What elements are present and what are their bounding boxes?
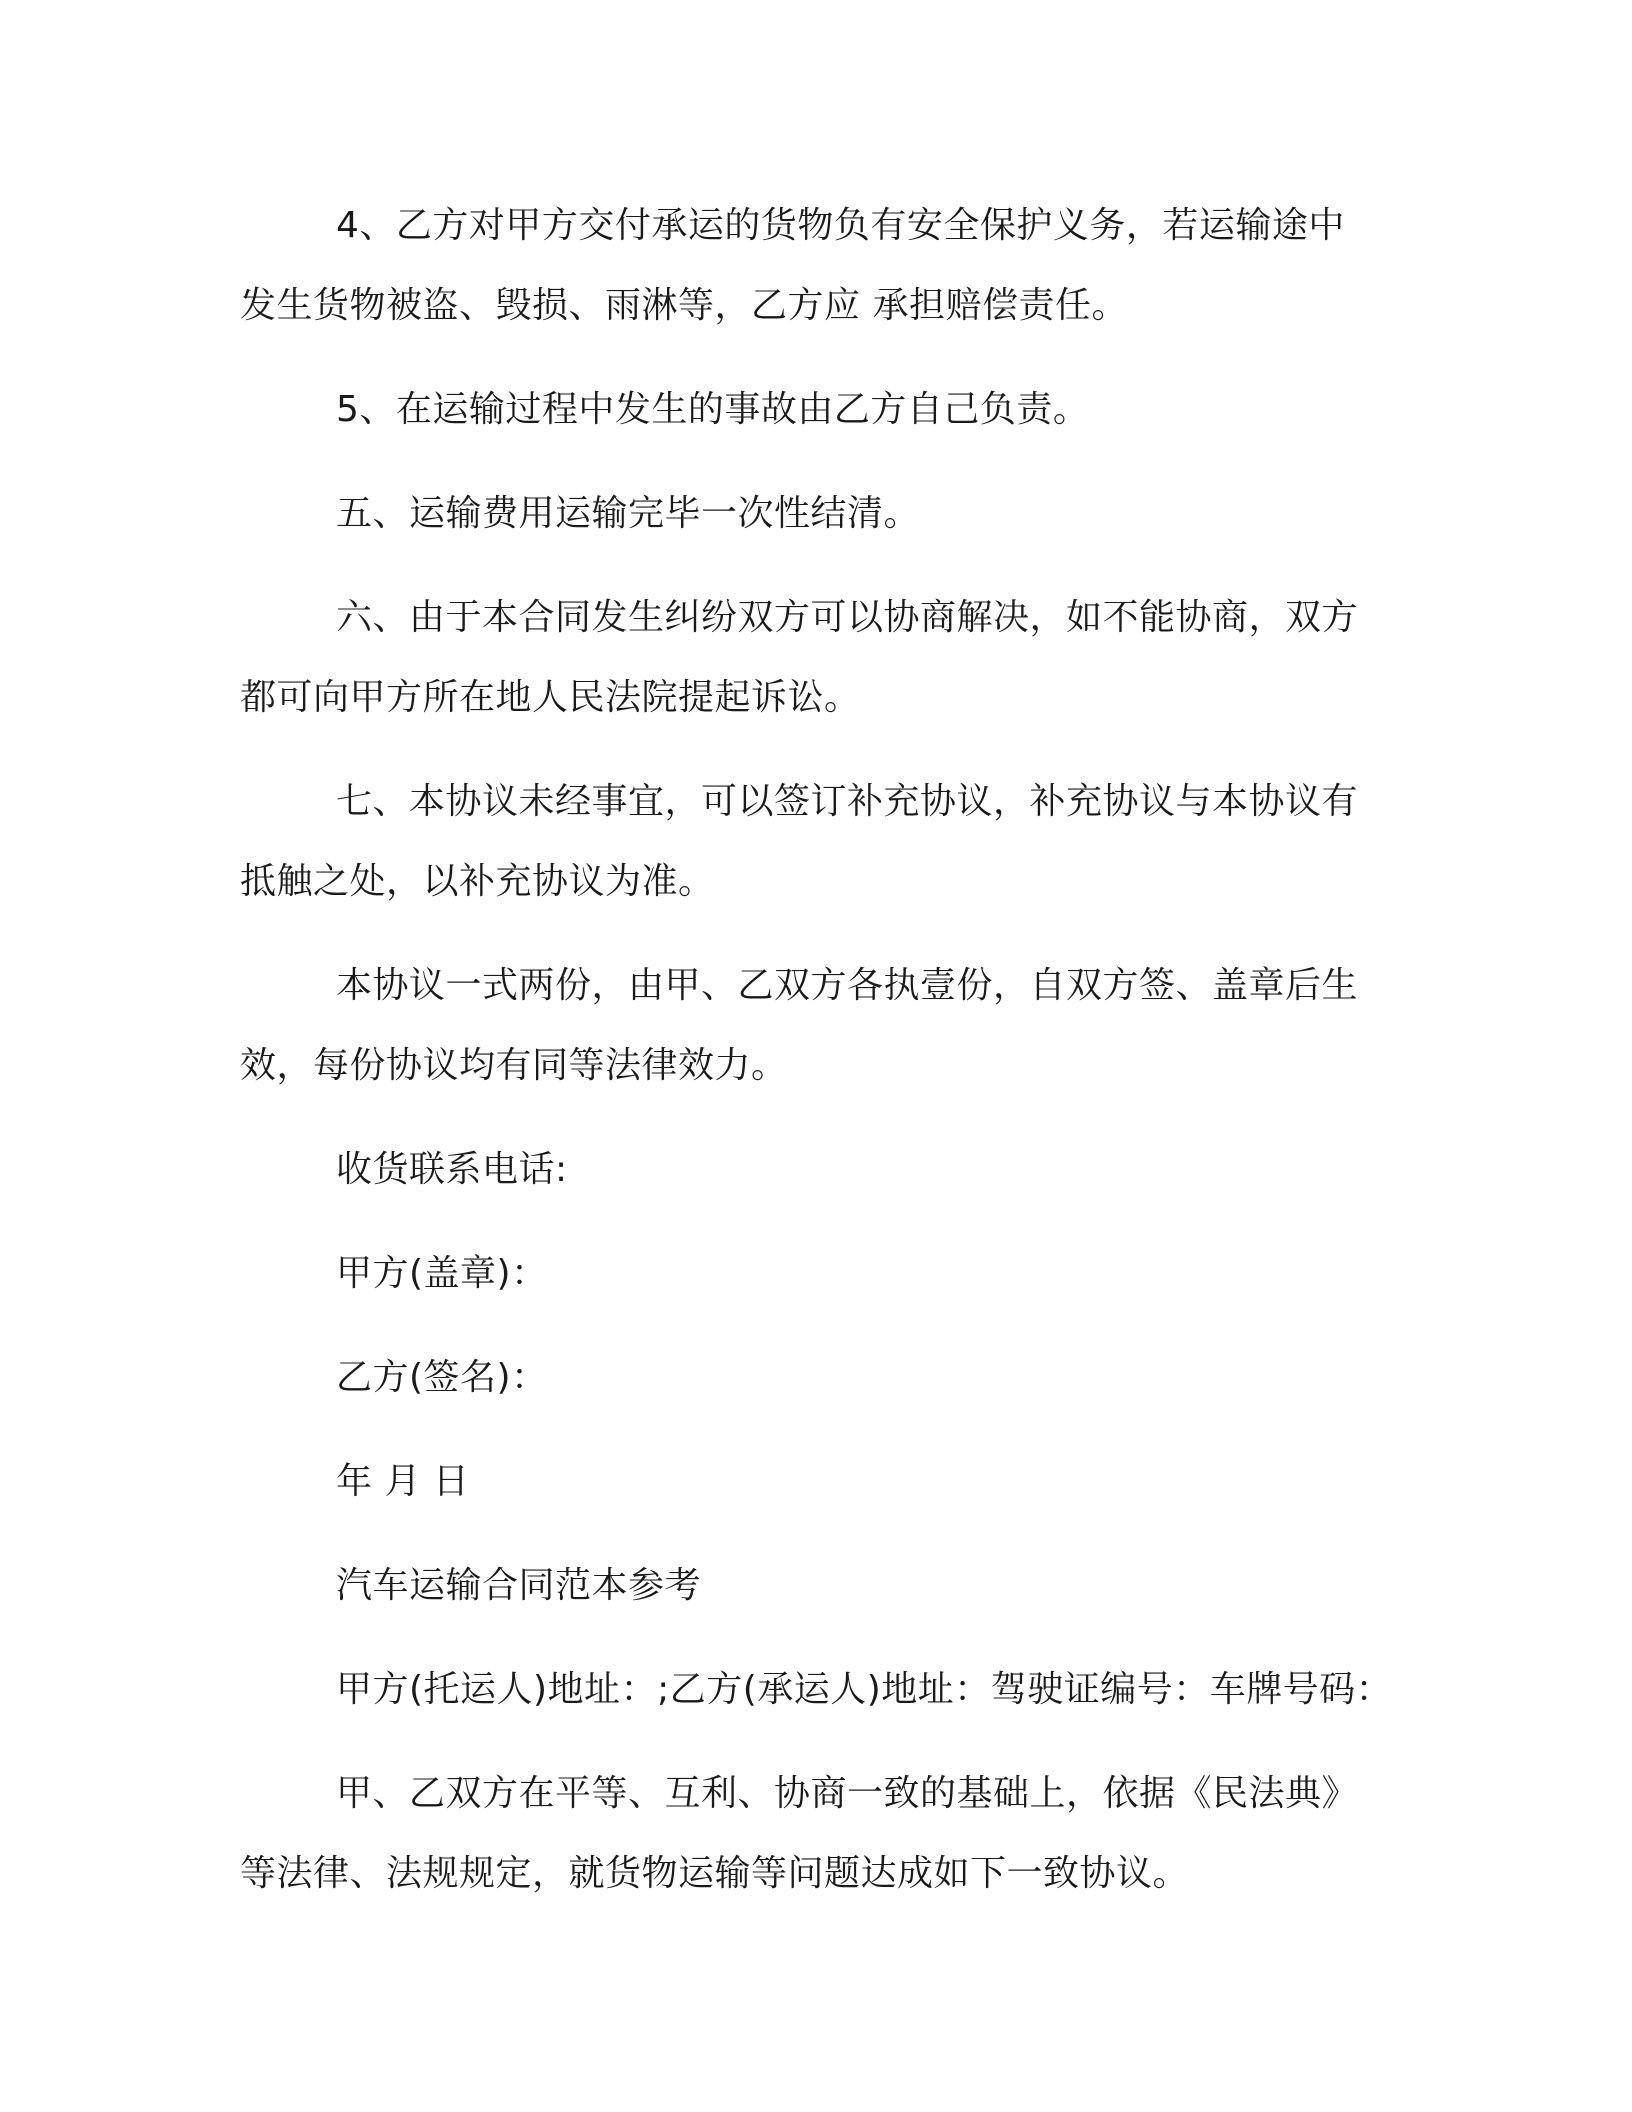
clause-4-cargo-protection: 4、乙方对甲方交付承运的货物负有安全保护义务，若运输途中发生货物被盗、毁损、雨淋等，乙方应 承担赔偿责任。 [240, 205, 1345, 326]
clause-5-accident-responsibility: 5、在运输过程中发生的事故由乙方自己负责。 [336, 389, 1090, 430]
contract-template-title: 汽车运输合同范本参考 [336, 1565, 702, 1606]
copies-effect-paragraph: 本协议一式两份，由甲、乙双方各执壹份，自双方签、盖章后生效，每份协议均有同等法律效力。 [240, 965, 1359, 1086]
parties-address-line: 甲方(托运人)地址：;乙方(承运人)地址：驾驶证编号：车牌号码： [336, 1669, 1393, 1710]
clause-seven-supplement: 七、本协议未经事宜，可以签订补充协议，补充协议与本协议有抵触之处，以补充协议为准。 [240, 781, 1359, 902]
party-b-signature-line: 乙方(签名)： [336, 1357, 548, 1398]
date-line: 年 月 日 [336, 1461, 470, 1502]
clause-five-payment: 五、运输费用运输完毕一次性结清。 [336, 493, 921, 534]
document-body [240, 186, 1393, 1938]
receiver-phone-line: 收货联系电话: [336, 1149, 568, 1190]
agreement-preamble: 甲、乙双方在平等、互利、协商一致的基础上，依据《民法典》等法律、法规规定，就货物运输等问题达成如下一致协议。 [240, 1773, 1359, 1894]
clause-six-dispute: 六、由于本合同发生纠纷双方可以协商解决，如不能协商，双方都可向甲方所在地人民法院提起诉讼。 [240, 597, 1359, 718]
party-a-seal-line: 甲方(盖章)： [336, 1253, 548, 1294]
